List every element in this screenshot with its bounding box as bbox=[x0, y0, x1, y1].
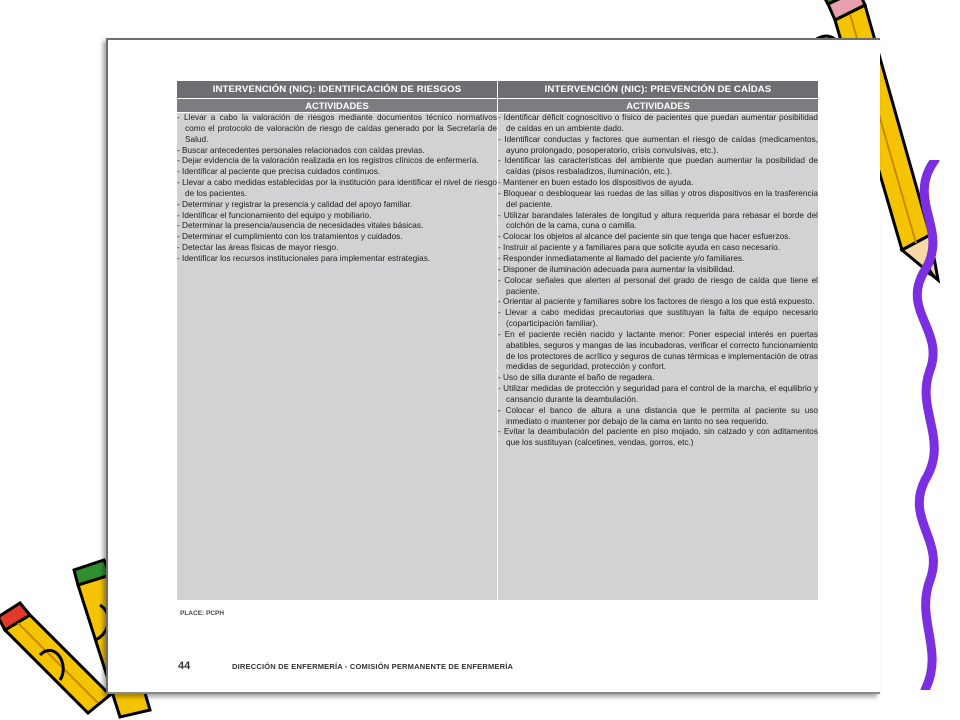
left-activities-cell bbox=[177, 113, 498, 601]
list-item: - Utilizar medidas de protección y seguridad para el control de la marcha, el equilibrio y cansancio durante la deambulación. bbox=[498, 384, 818, 404]
list-item: - Identificar conductas y factores que aumentan el riesgo de caídas (medicamentos, ayuno prolongado, posoperatorio, crisis convulsivas, etc.). bbox=[498, 134, 818, 155]
list-item: - Evitar la deambulación del paciente en piso mojado, sin calzado y con aditamentos que los sustituyan (calcetines, vendas, gorros, etc.) bbox=[498, 427, 818, 448]
nic-table bbox=[176, 80, 819, 601]
left-header: INTERVENCIÓN (NIC): IDENTIFICACIÓN DE RIESGOS bbox=[177, 81, 498, 99]
list-item: - Determinar la presencia/ausencia de necesidades vitales básicas. bbox=[177, 221, 424, 231]
list-item: - Uso de silla durante el baño de regadera. bbox=[498, 373, 655, 383]
list-item: - Detectar las áreas físicas de mayor riesgo. bbox=[177, 243, 339, 253]
right-activities-cell bbox=[498, 113, 819, 601]
list-item: - Llevar a cabo medidas precautorias que sustituyan la falta de equipo necesario (coparticipación familiar). bbox=[498, 308, 818, 329]
footer-text: DIRECCIÓN DE ENFERMERÍA - COMISIÓN PERMANENTE DE ENFERMERÍA bbox=[232, 662, 514, 671]
right-header: INTERVENCIÓN (NIC): PREVENCIÓN DE CAÍDAS bbox=[498, 81, 819, 99]
page-number: 44 bbox=[178, 660, 191, 672]
squiggle-icon bbox=[895, 160, 960, 690]
list-item: - Buscar antecedentes personales relacionados con caídas previas. bbox=[177, 145, 425, 155]
list-item: - Dejar evidencia de la valoración realizada en los registros clínicos de enfermería. bbox=[177, 156, 479, 166]
right-subheader: ACTIVIDADES bbox=[498, 99, 819, 113]
list-item: - Bloquear o desbloquear las ruedas de las sillas y otros dispositivos en la trasferencia del paciente. bbox=[498, 188, 818, 209]
list-item: - Identificar al paciente que precisa cuidados continuos. bbox=[177, 167, 381, 177]
list-item: - Llevar a cabo la valoración de riesgos mediante documentos técnico normativos como el protocolo de valoración de riesgo de caídas generado por la Secretaría de Salud. bbox=[177, 113, 497, 144]
left-subheader: ACTIVIDADES bbox=[177, 99, 498, 113]
right-activities-list bbox=[498, 113, 818, 449]
list-item: - Determinar el cumplimiento con los tratamientos y cuidados. bbox=[177, 232, 403, 242]
list-item: - Instruir al paciente y a familiares para que solicite ayuda en caso necesario. bbox=[498, 243, 781, 253]
list-item: - Disponer de iluminación adecuada para aumentar la visibilidad. bbox=[498, 264, 735, 274]
list-item: - Identificar las características del ambiente que puedan aumentar la posibilidad de caídas (pisos resbaladizos, iluminación, etc.). bbox=[498, 156, 818, 177]
list-item: - En el paciente recién nacido y lactante menor: Poner especial interés en puertas abatibles, seguros y mangas de las incubadoras, verificar el correcto funcionamiento de los protectores de acrílico y seguros de cunas térmicas e implementación de otras medidas de seguridad, protección y confort. bbox=[498, 329, 818, 372]
document-page bbox=[106, 38, 880, 694]
source-note: PLACE: PCPH bbox=[180, 610, 225, 617]
list-item: - Mantener en buen estado los dispositivos de ayuda. bbox=[498, 178, 694, 188]
list-item: - Identificar el funcionamiento del equipo y mobiliario. bbox=[177, 210, 372, 220]
left-activities-list bbox=[177, 113, 497, 265]
list-item: - Colocar los objetos al alcance del paciente sin que tenga que hacer esfuerzos. bbox=[498, 232, 791, 242]
list-item: - Identificar los recursos institucionales para implementar estrategias. bbox=[177, 253, 431, 263]
list-item: - Utilizar barandales laterales de longitud y altura requerida para rebasar el borde del colchón de la cama, cuna o camilla. bbox=[498, 210, 818, 231]
list-item: - Colocar el banco de altura a una distancia que le permita al paciente su uso inmediato o mantener por debajo de la cama en tanto no sea requerido. bbox=[498, 405, 818, 426]
list-item: - Responder inmediatamente al llamado del paciente y/o familiares. bbox=[498, 253, 745, 263]
list-item: - Colocar señales que alerten al personal del grado de riesgo de caída que tiene el paciente. bbox=[498, 275, 818, 296]
list-item: - Llevar a cabo medidas establecidas por la institución para identificar el nivel de riesgo de los pacientes. bbox=[177, 178, 497, 198]
list-item: - Identificar déficit cognoscitivo o físico de pacientes que puedan aumentar posibilidad de caídas en un ambiente dado. bbox=[498, 113, 818, 133]
list-item: - Determinar y registrar la presencia y calidad del apoyo familiar. bbox=[177, 199, 413, 209]
list-item: - Orientar al paciente y familiares sobre los factores de riesgo a los que está expuesto. bbox=[498, 297, 815, 307]
